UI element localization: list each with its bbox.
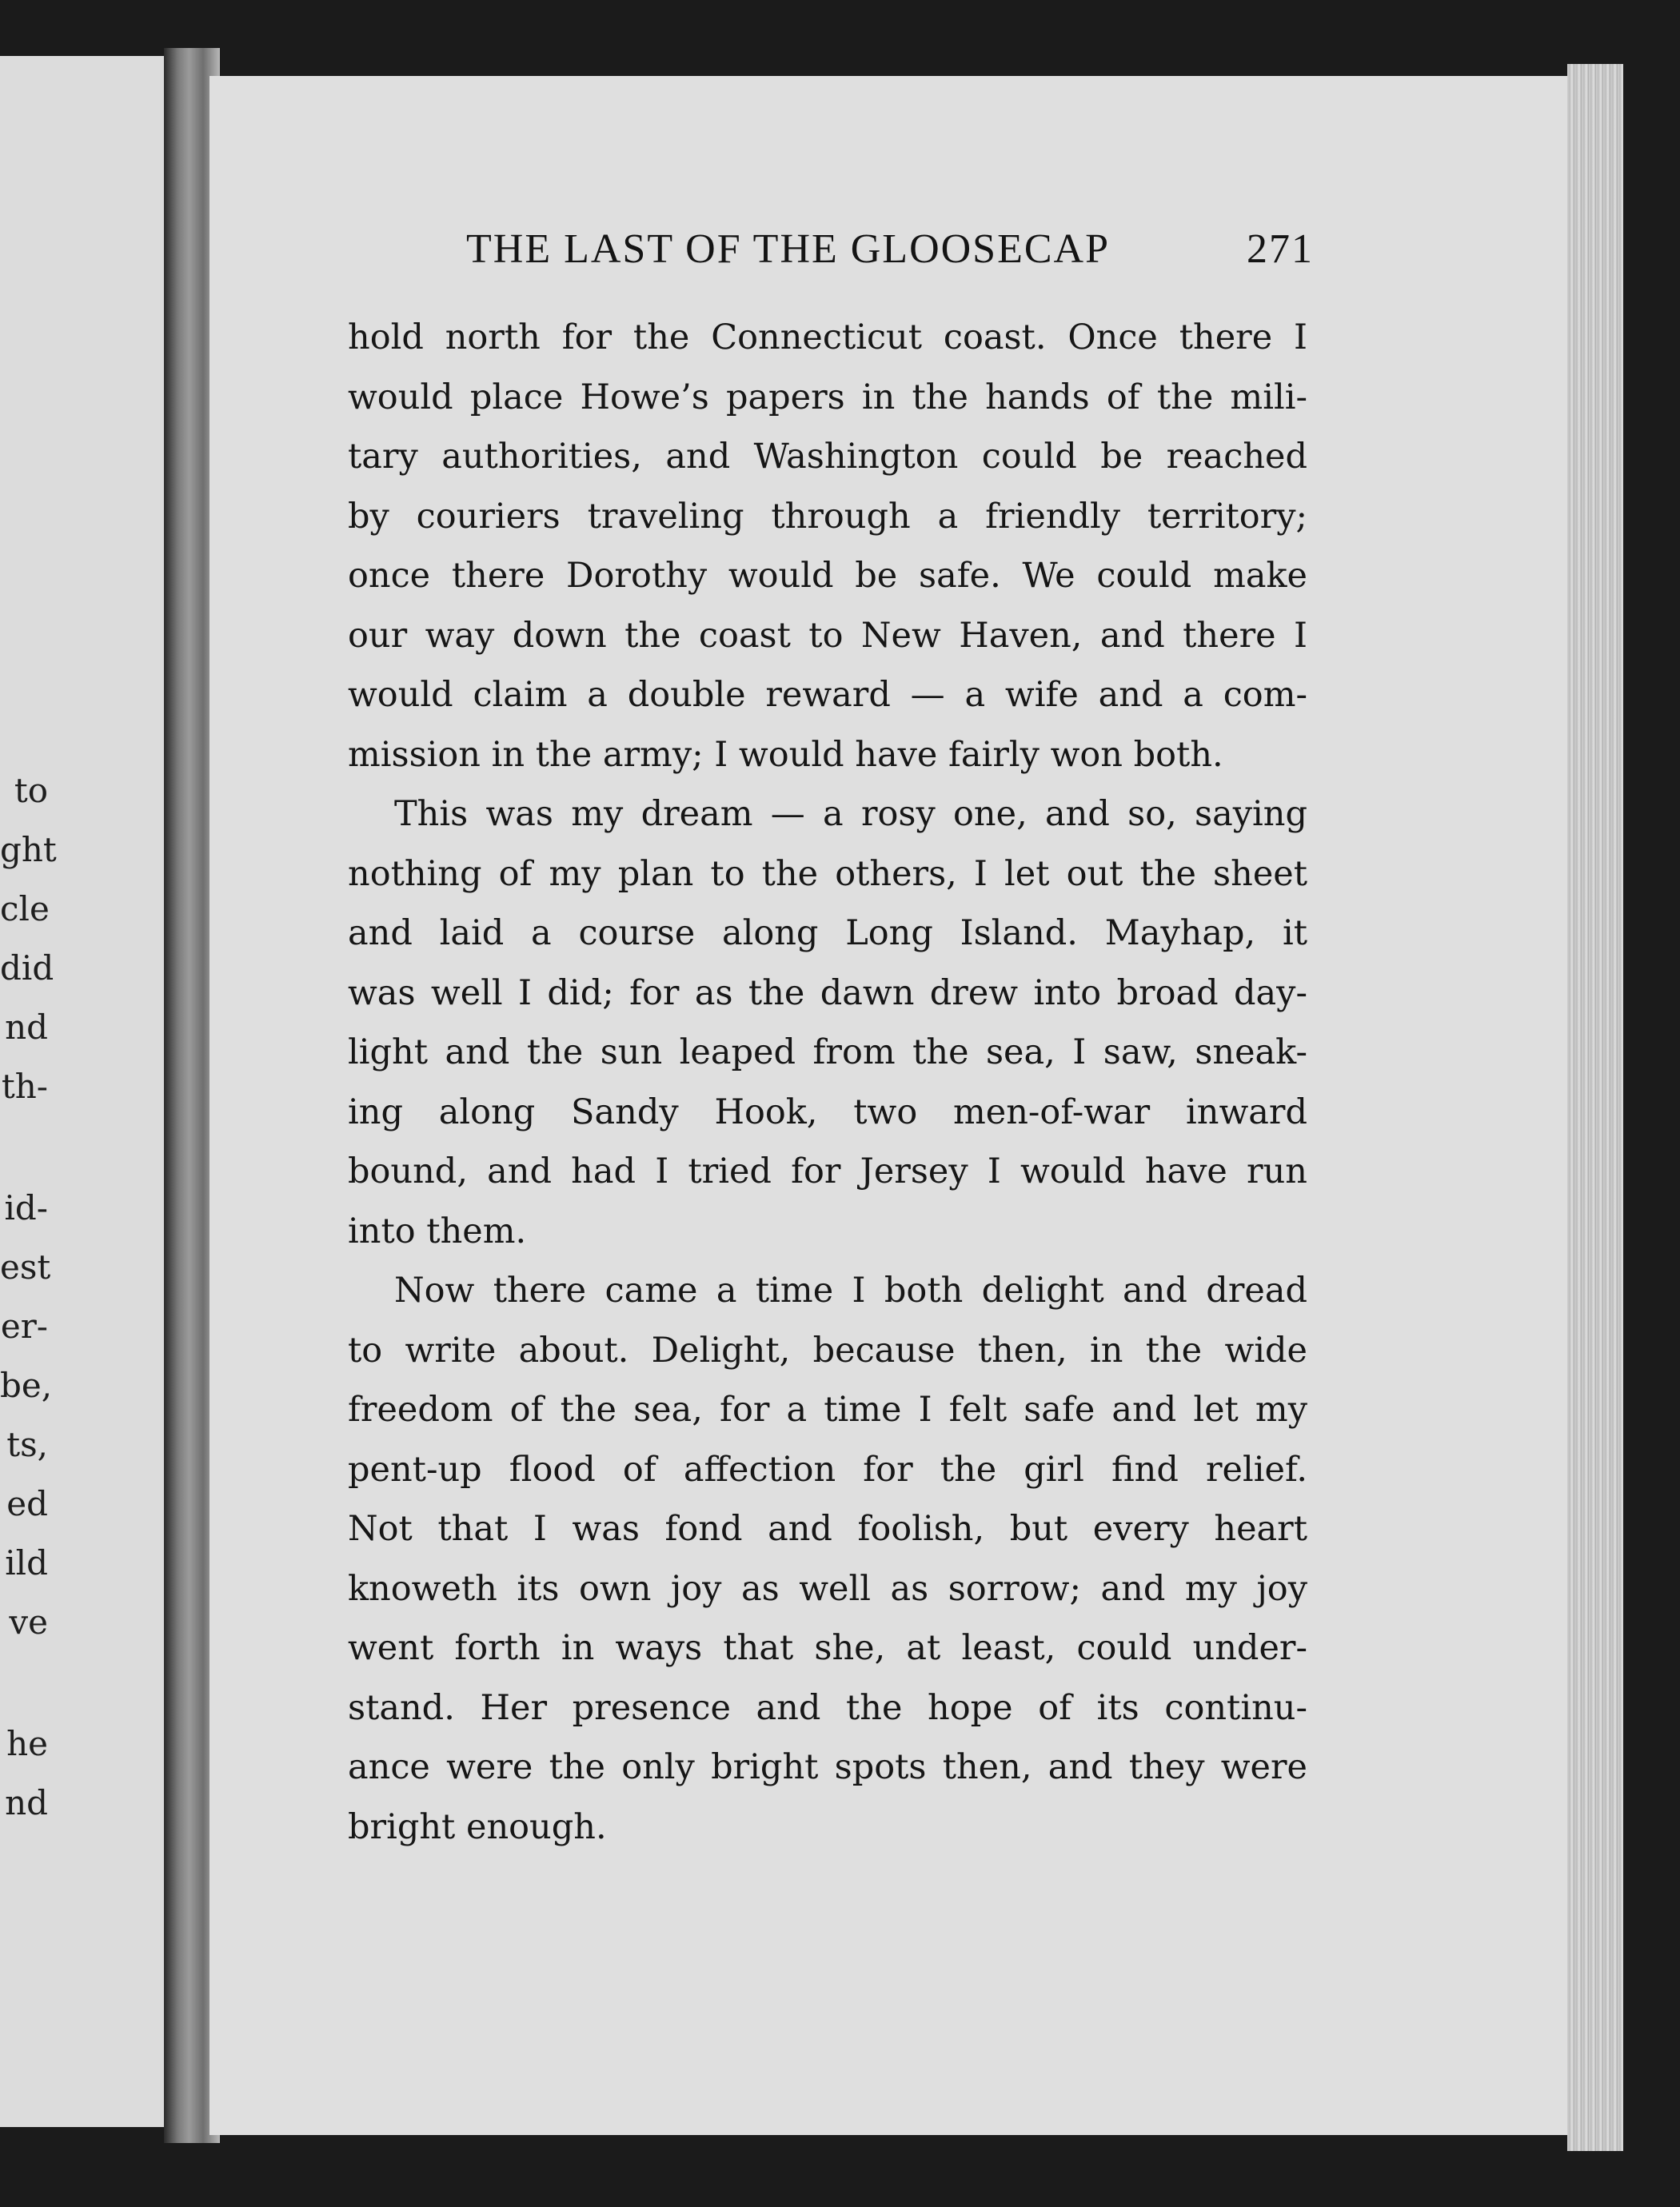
text-line: freedom of the sea, for a time I felt safe and let my: [348, 1390, 1307, 1430]
page-edges: [1567, 64, 1623, 2151]
left-page-fragment: nd: [5, 1783, 48, 1822]
text-line: went forth in ways that she, at least, could under-: [348, 1628, 1307, 1668]
left-page-fragment: ed: [6, 1484, 48, 1523]
left-page-fragment: did: [0, 948, 54, 988]
running-header: [466, 225, 1314, 273]
text-line: Now there came a time I both delight and dread: [394, 1271, 1307, 1311]
text-line: Not that I was fond and foolish, but every heart: [348, 1509, 1307, 1549]
text-line: tary authorities, and Washington could be reached: [348, 437, 1307, 477]
text-line: was well I did; for as the dawn drew into broad day-: [348, 972, 1307, 1013]
body-text: [348, 308, 1307, 1857]
left-page-fragment: be,: [0, 1366, 53, 1405]
paragraph: [348, 308, 1307, 784]
left-page-fragment: ts,: [6, 1425, 48, 1464]
text-line: our way down the coast to New Haven, and there I: [348, 615, 1307, 656]
text-line: would claim a double reward — a wife and a com-: [348, 675, 1307, 715]
text-line: to write about. Delight, because then, in the wide: [348, 1330, 1307, 1371]
left-page-fragment: he: [6, 1724, 48, 1763]
page-number: 271: [1247, 226, 1314, 272]
text-line: ance were the only bright spots then, and they were: [348, 1747, 1307, 1787]
text-line: by couriers traveling through a friendly territory;: [348, 496, 1307, 537]
running-title: THE LAST OF THE GLOOSECAP: [466, 226, 1111, 272]
text-line: ing along Sandy Hook, two men-of-war inward: [348, 1092, 1307, 1132]
text-line: and laid a course along Long Island. Mayhap, it: [348, 913, 1307, 953]
left-page-fragment: to: [14, 771, 48, 810]
text-line: would place Howe’s papers in the hands of the mili-: [348, 377, 1307, 417]
text-line: bound, and had I tried for Jersey I would have run: [348, 1151, 1307, 1191]
left-page-fragment: ild: [5, 1543, 48, 1582]
left-page-fragment: ve: [9, 1602, 48, 1642]
text-line: This was my dream — a rosy one, and so, saying: [394, 794, 1307, 834]
left-page-fragment: nd: [5, 1008, 48, 1047]
paragraph: [348, 784, 1307, 1261]
left-page-fragment: ght: [0, 830, 57, 869]
left-facing-page: [0, 56, 176, 2127]
text-line: into them.: [348, 1211, 527, 1251]
text-line: knoweth its own joy as well as sorrow; and my joy: [348, 1568, 1307, 1609]
text-line: mission in the army; I would have fairly won both.: [348, 734, 1223, 775]
text-line: nothing of my plan to the others, I let out the sheet: [348, 853, 1307, 894]
text-line: pent-up flood of affection for the girl find relief.: [348, 1449, 1307, 1490]
text-line: hold north for the Connecticut coast. Once there I: [348, 317, 1307, 357]
left-page-fragment: est: [0, 1247, 51, 1287]
text-line: once there Dorothy would be safe. We could make: [348, 556, 1307, 596]
left-page-fragment: er-: [0, 1307, 48, 1346]
left-page-fragment: cle: [0, 889, 50, 928]
left-page-fragment: th-: [1, 1067, 48, 1106]
text-line: light and the sun leaped from the sea, I saw, sneak-: [348, 1032, 1307, 1072]
text-line: stand. Her presence and the hope of its continu-: [348, 1687, 1307, 1728]
paragraph: [348, 1261, 1307, 1857]
text-line: bright enough.: [348, 1806, 607, 1847]
left-page-fragment: id-: [4, 1188, 48, 1227]
